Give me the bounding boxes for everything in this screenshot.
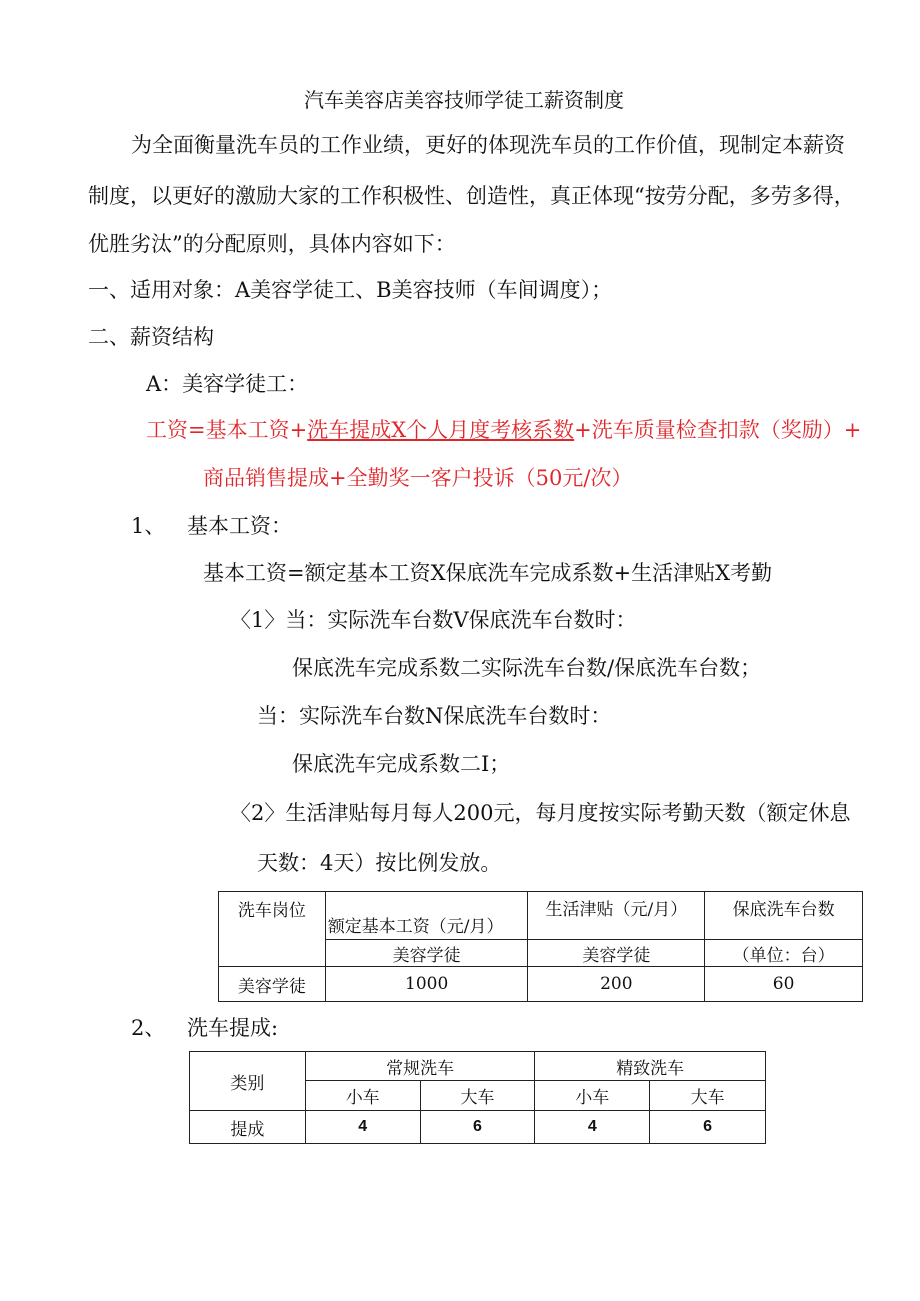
item-2-number: 2、 xyxy=(131,1016,166,1040)
commission-row-label: 提成 xyxy=(190,1111,306,1144)
condition-1: 〈1〉当：实际洗车台数V保底洗车台数时： xyxy=(230,608,637,632)
regular-large-car: 大车 xyxy=(420,1081,535,1111)
row-base-wage: 1000 xyxy=(325,967,528,1002)
condition-allowance: 〈2〉生活津贴每月每人200元，每月度按实际考勤天数（额定休息 xyxy=(230,801,851,825)
header-regular-wash: 常规洗车 xyxy=(305,1052,535,1081)
header-post: 洗车岗位 xyxy=(219,892,326,967)
formula-part-2: 洗车提成X个人月度考核系数 xyxy=(307,418,575,442)
header-fine-wash: 精致洗车 xyxy=(535,1052,766,1081)
fine-small-car: 小车 xyxy=(535,1081,650,1111)
regular-small-car: 小车 xyxy=(305,1081,420,1111)
salary-formula-line-2: 商品销售提成+全勤奖一客户投诉（50元/次） xyxy=(203,466,633,490)
section-salary-structure: 二、薪资结构 xyxy=(88,325,214,349)
condition-allowance-line-2: 天数：4天）按比例发放。 xyxy=(257,851,502,875)
formula-part-1: 工资=基本工资+ xyxy=(146,418,308,442)
fine-large-car: 大车 xyxy=(650,1081,766,1111)
commission-regular-large: 6 xyxy=(420,1111,535,1144)
section-applicable: 一、适用对象：A美容学徒工、B美容技师（车间调度）； xyxy=(88,278,613,302)
intro-line-1: 为全面衡量洗车员的工作业绩，更好的体现洗车员的工作价值，现制定本薪资 xyxy=(131,133,845,157)
header-category: 类别 xyxy=(190,1052,306,1111)
intro-line-3: 优胜劣汰”的分配原则，具体内容如下： xyxy=(88,232,456,256)
subheader-allowance: 美容学徒 xyxy=(528,940,705,967)
header-quota: 保底洗车台数 xyxy=(705,892,863,940)
row-quota: 60 xyxy=(705,967,863,1002)
commission-fine-small: 4 xyxy=(535,1111,650,1144)
commission-table xyxy=(189,1051,766,1144)
item-1-number: 1、 xyxy=(131,514,166,538)
row-allowance: 200 xyxy=(528,967,705,1002)
commission-regular-small: 4 xyxy=(305,1111,420,1144)
salary-formula-line-1 xyxy=(146,416,861,444)
subheader-base-wage: 美容学徒 xyxy=(325,940,528,967)
item-2-label: 洗车提成: xyxy=(187,1016,279,1040)
subheader-quota-unit: （单位：台） xyxy=(705,940,863,967)
page-title: 汽车美容店美容技师学徒工薪资制度 xyxy=(304,88,624,112)
header-allowance: 生活津贴（元/月） xyxy=(528,892,705,940)
commission-fine-large: 6 xyxy=(650,1111,766,1144)
condition-2: 当：实际洗车台数N保底洗车台数时： xyxy=(257,704,612,728)
condition-2-result: 保底洗车完成系数二I； xyxy=(292,752,511,776)
row-post: 美容学徒 xyxy=(219,967,326,1002)
intro-line-2: 制度，以更好的激励大家的工作积极性、创造性，真正体现“按劳分配，多劳多得， xyxy=(88,184,855,208)
formula-part-3: +洗车质量检查扣款（奖励）+ xyxy=(574,418,862,442)
basic-wage-table xyxy=(218,891,863,1002)
condition-1-result: 保底洗车完成系数二实际洗车台数/保底洗车台数； xyxy=(292,656,762,680)
basic-wage-formula: 基本工资=额定基本工资X保底洗车完成系数+生活津贴X考勤 xyxy=(203,561,773,585)
header-base-wage: 额定基本工资（元/月） xyxy=(325,892,528,940)
item-1-label: 基本工资： xyxy=(187,514,292,538)
subsection-apprentice: A：美容学徒工： xyxy=(146,372,309,396)
